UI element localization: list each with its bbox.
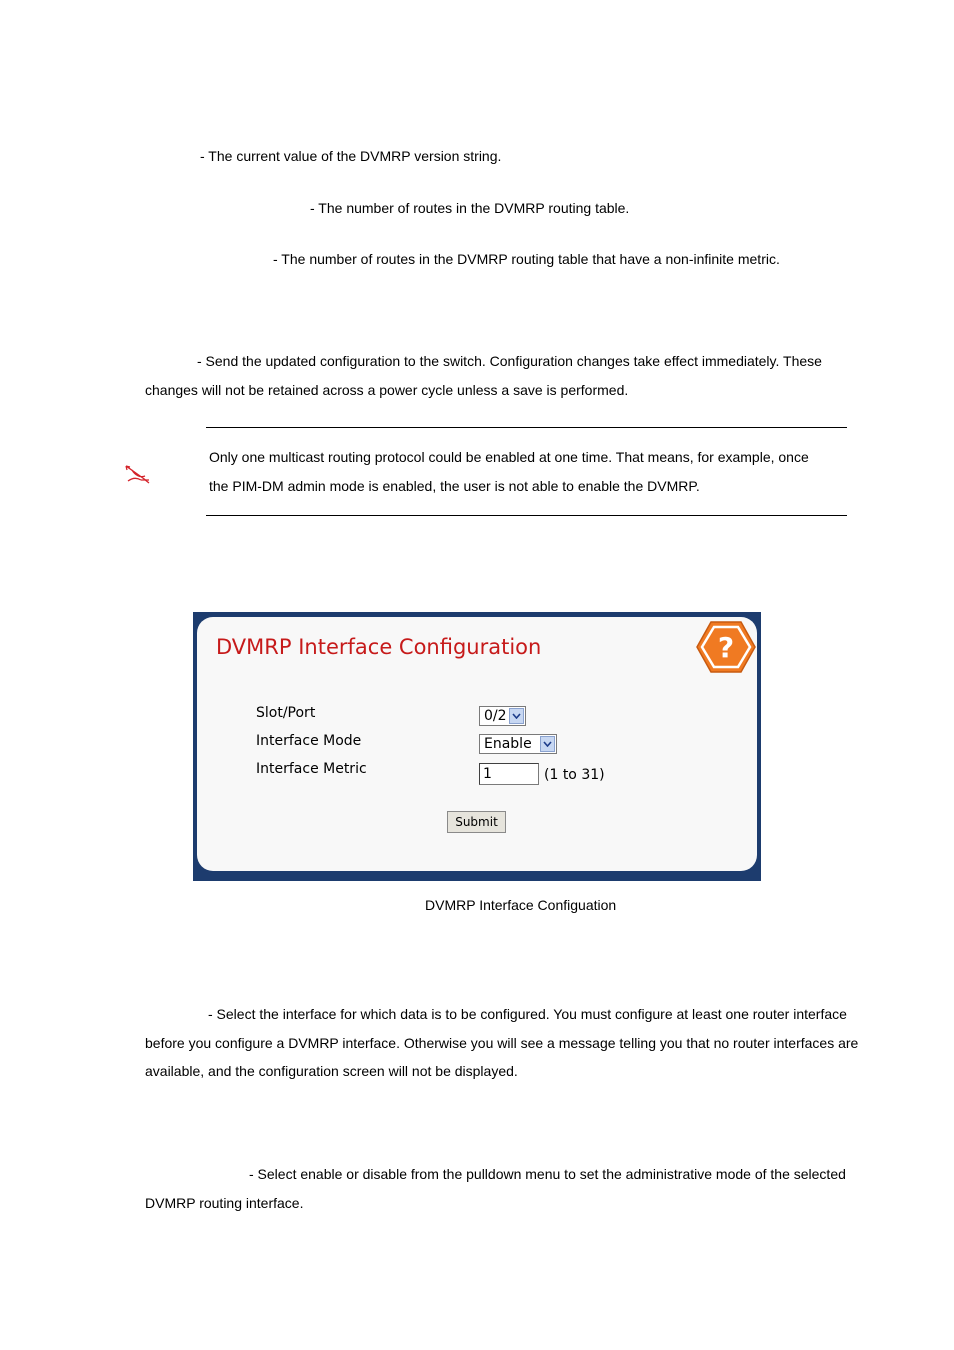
note-bottom-rule bbox=[206, 515, 847, 516]
interface-mode-select[interactable] bbox=[479, 734, 557, 754]
submit-description-line2: changes will not be retained across a power cycle unless a save is performed. bbox=[145, 382, 629, 398]
config-screenshot-frame bbox=[193, 612, 761, 881]
figure-caption: DVMRP Interface Configuation bbox=[425, 897, 617, 913]
help-question-icon[interactable] bbox=[695, 619, 757, 675]
submit-button[interactable]: Submit bbox=[447, 811, 506, 833]
reachable-routes-description: - The number of routes in the DVMRP routing table that have a non-infinite metric. bbox=[273, 251, 780, 267]
interface-metric-label: Interface Metric bbox=[256, 761, 367, 777]
interface-metric-input[interactable] bbox=[479, 763, 539, 785]
svg-text:?: ? bbox=[717, 631, 735, 664]
config-panel bbox=[197, 617, 757, 871]
note-top-rule bbox=[206, 427, 847, 428]
note-text-line1: Only one multicast routing protocol could be enabled at one time. That means, for example, once bbox=[209, 449, 809, 465]
interface-mode-description-line2: DVMRP routing interface. bbox=[145, 1195, 304, 1211]
chevron-down-icon bbox=[540, 736, 555, 752]
slot-port-description-line1: - Select the interface for which data is to be configured. You must configure at least one router interface bbox=[208, 1006, 847, 1022]
note-pencil-icon bbox=[123, 463, 151, 485]
interface-metric-range: (1 to 31) bbox=[544, 767, 605, 783]
interface-mode-label: Interface Mode bbox=[256, 733, 362, 749]
interface-mode-value: Enable bbox=[484, 736, 532, 752]
chevron-down-icon bbox=[509, 708, 524, 724]
slot-port-description-line3: available, and the configuration screen will not be displayed. bbox=[145, 1063, 518, 1079]
version-description: - The current value of the DVMRP version string. bbox=[200, 148, 502, 164]
note-text-line2: the PIM-DM admin mode is enabled, the user is not able to enable the DVMRP. bbox=[209, 478, 700, 494]
slot-port-select[interactable] bbox=[479, 706, 526, 726]
interface-mode-description-line1: - Select enable or disable from the pulldown menu to set the administrative mode of the selected bbox=[249, 1166, 846, 1182]
panel-title: DVMRP Interface Configuration bbox=[216, 635, 542, 659]
slot-port-label: Slot/Port bbox=[256, 705, 316, 721]
submit-description-line1: - Send the updated configuration to the switch. Configuration changes take effect immediately. These bbox=[197, 353, 822, 369]
slot-port-value: 0/2 bbox=[484, 708, 507, 724]
slot-port-description-line2: before you configure a DVMRP interface. Otherwise you will see a message telling you that no router interfaces are bbox=[145, 1035, 859, 1051]
routes-description: - The number of routes in the DVMRP routing table. bbox=[310, 200, 630, 216]
